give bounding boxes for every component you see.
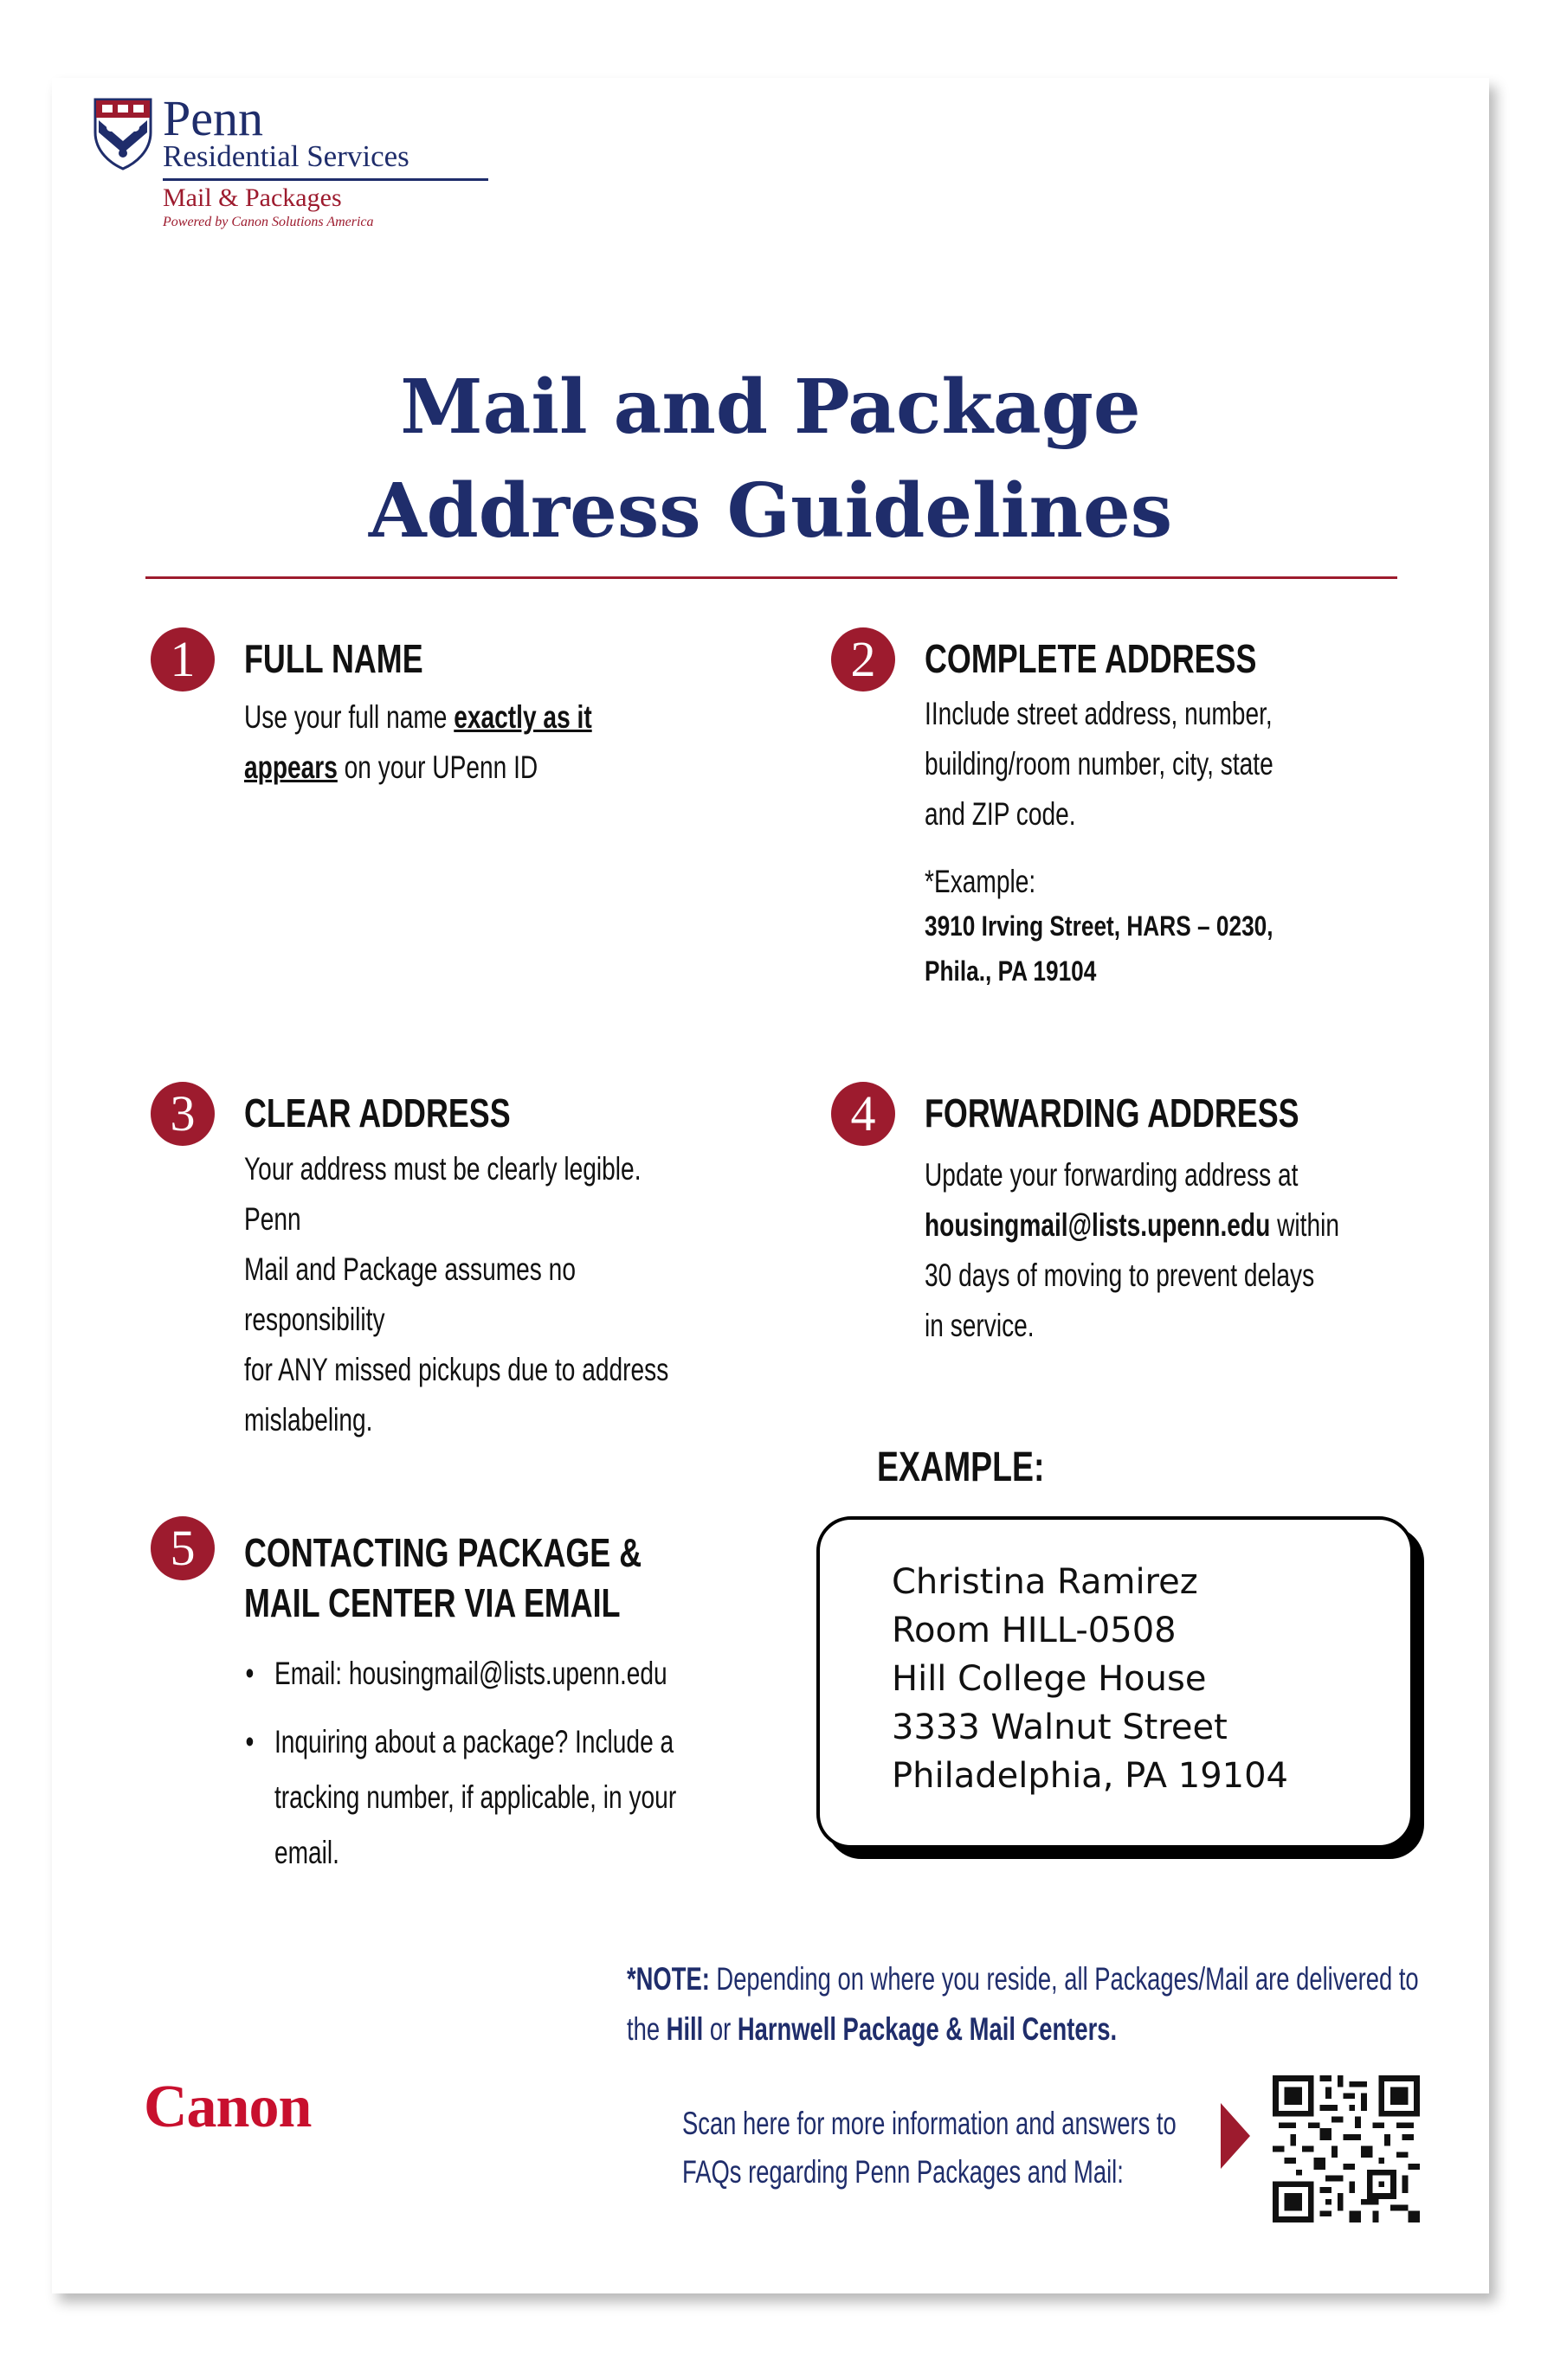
section-1-heading: FULL NAME [244, 636, 423, 681]
section-4-body [925, 1150, 1385, 1351]
logo-mail-packages: Mail & Packages [163, 183, 342, 212]
section-2-example-address [925, 904, 1273, 994]
scan-instructions [682, 2100, 1177, 2197]
logo-powered-by: Powered by Canon Solutions America [163, 215, 374, 229]
canon-logo: Canon [144, 2074, 312, 2140]
note-or: or [703, 2011, 738, 2047]
section-1-emphasis-b: appears [244, 749, 338, 785]
section-2-line2: building/room number, city, state [925, 746, 1273, 782]
logo-penn: Penn [163, 90, 263, 146]
section-1-emphasis-a: exactly as it [454, 699, 592, 735]
section-4-line3: 30 days of moving to prevent delays [925, 1258, 1315, 1293]
section-5-bullets [244, 1649, 692, 1881]
section-2-number: 2 [831, 627, 895, 691]
note-harnwell: Harnwell Package & Mail Centers. [737, 2011, 1118, 2047]
section-4-within: within [1270, 1207, 1339, 1243]
section-2-line1: IInclude street address, number, [925, 696, 1273, 731]
page-title-line2: Address Guidelines [368, 467, 1173, 555]
section-5-bullet1-text: Email: housingmail@lists.upenn.edu [274, 1656, 667, 1691]
section-3-line1: Your address must be clearly legible. Penn [244, 1151, 642, 1237]
section-3-body [244, 1144, 692, 1445]
section-1-body [244, 692, 613, 793]
section-2-line3: and ZIP code. [925, 796, 1076, 832]
note-the: the [627, 2011, 667, 2047]
section-5-heading-line1: CONTACTING PACKAGE & [244, 1530, 642, 1575]
section-3-line2: Mail and Package assumes no responsibility [244, 1251, 576, 1337]
scan-line2: FAQs regarding Penn Packages and Mail: [682, 2154, 1124, 2190]
section-2-body [925, 689, 1293, 839]
note-label: *NOTE: [627, 1961, 710, 1997]
section-5-body [244, 1649, 692, 1881]
arrow-right-icon [1221, 2103, 1250, 2169]
penn-shield-logo [93, 98, 152, 170]
section-5-heading-line2: MAIL CENTER VIA EMAIL [244, 1580, 621, 1625]
example-line-name: Christina Ramirez [892, 1562, 1198, 1602]
example-line-room: Room HILL-0508 [892, 1611, 1177, 1650]
section-5-bullet2-line3: email. [274, 1835, 339, 1870]
example-line-street: 3333 Walnut Street [892, 1708, 1228, 1747]
qr-code-icon[interactable] [1273, 2075, 1420, 2222]
section-3-line4: mislabeling. [244, 1402, 373, 1438]
forwarding-email-link[interactable]: housingmail@lists.upenn.edu [925, 1207, 1271, 1243]
example-line-city: Philadelphia, PA 19104 [892, 1756, 1289, 1796]
section-3-line3: for ANY missed pickups due to address [244, 1352, 669, 1387]
section-4-number: 4 [831, 1082, 895, 1146]
section-2-example-line2: Phila., PA 19104 [925, 955, 1097, 987]
scan-line1: Scan here for more information and answers to [682, 2106, 1177, 2141]
note-hill: Hill [666, 2011, 704, 2047]
section-2-example-line1: 3910 Irving Street, HARS – 0230, [925, 910, 1273, 942]
section-3-number: 3 [151, 1082, 215, 1146]
section-3-heading: CLEAR ADDRESS [244, 1090, 511, 1135]
section-1-text-a: Use your full name [244, 699, 455, 735]
logo-divider [163, 178, 488, 181]
section-5-heading [244, 1528, 642, 1628]
section-4-line4: in service. [925, 1308, 1035, 1343]
example-line-house: Hill College House [892, 1659, 1207, 1699]
bullet-dot: • [245, 1724, 255, 1759]
section-4-heading: FORWARDING ADDRESS [925, 1090, 1299, 1135]
section-5-number: 5 [151, 1516, 215, 1580]
bullet-dot: • [245, 1656, 255, 1691]
page-title-line1: Mail and Package [400, 363, 1141, 451]
section-4-line1: Update your forwarding address at [925, 1157, 1299, 1193]
section-2-example-label: *Example: [925, 864, 1036, 899]
section-1-text-d: on your UPenn ID [337, 749, 538, 785]
section-5-bullet2-line2: tracking number, if applicable, in your [274, 1779, 677, 1815]
section-2-heading: COMPLETE ADDRESS [925, 636, 1257, 681]
note-text-1: Depending on where you reside, all Packages/Mail are delivered to [709, 1961, 1419, 1997]
section-5-bullet-email [244, 1649, 692, 1699]
delivery-note [627, 1954, 1419, 2055]
title-divider [145, 576, 1397, 579]
section-1-number: 1 [151, 627, 215, 691]
logo-residential-services: Residential Services [163, 139, 409, 173]
example-label: EXAMPLE: [877, 1444, 1045, 1490]
section-5-bullet2-line1: Inquiring about a package? Include a [274, 1724, 674, 1759]
example-address-text [892, 1558, 1288, 1800]
section-5-bullet-inquiry [244, 1714, 692, 1881]
